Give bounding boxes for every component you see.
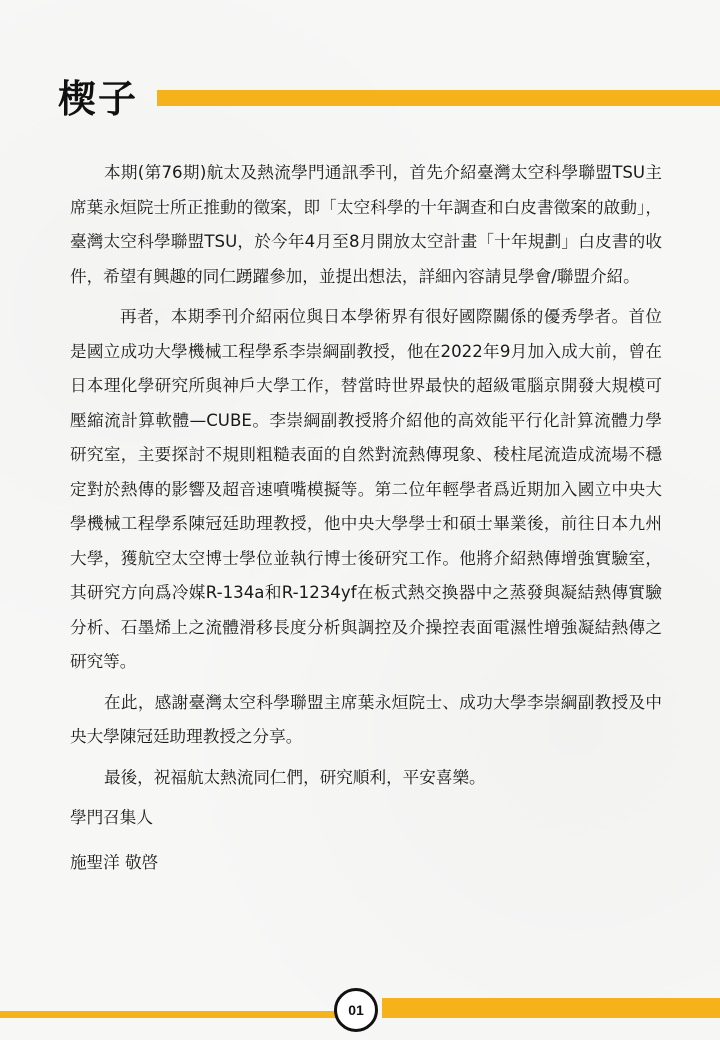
paragraph-thanks: 在此，感謝臺灣太空科學聯盟主席葉永烜院士、成功大學李崇綱副教授及中央大學陳冠廷助理教授之分享。 [70, 692, 662, 746]
paragraph-intro: 本期(第76期)航太及熱流學門通訊季刊，首先介紹臺灣太空科學聯盟TSU主席葉永烜院士所正推動的徵案，即「太空科學的十年調查和白皮書徵案的啟動」，臺灣太空科學聯盟TSU，於今年4月至8月開放太空計畫「十年規劃」白皮書的收件，希望有興趣的同仁踴躍參加，並提出想法，詳細內容請見學會/聯盟介紹。 [70, 163, 662, 286]
page-number: 01 [348, 1002, 364, 1018]
paragraph-scholars: 再者，本期季刊介紹兩位與日本學術界有很好國際關係的優秀學者。首位是國立成功大學機械工程學系李崇綱副教授，他在2022年9月加入成大前，曾在日本理化學研究所與神戶大學工作，替當時世界最快的超級電腦京開發大規模可壓縮流計算軟體—CUBE。李崇綱副教授將介紹他的高效能平行化計算流體力學研究室，主要探討不規則粗糙表面的自然對流熱傳現象、稜柱尾流造成流場不穩定對於熱傳的影響及超音速噴嘴模擬等。第二位年輕學者爲近期加入國立中央大學機械工程學系陳冠廷助理教授，他中央大學學士和碩士畢業後，前往日本九州大學，獲航空太空博士學位並執行博士後研究工作。他將介紹熱傳增強實驗室，其研究方向爲冷媒R-134a和R-1234yf在板式熱交換器中之蒸發與凝結熱傳實驗分析、石墨烯上之流體滑移長度分析與調控及介操控表面電濕性增強凝結熱傳之研究等。 [70, 307, 662, 671]
paragraph-wishes: 最後，祝福航太熱流同仁們，研究順利，平安喜樂。 [104, 767, 486, 787]
footer-accent-line-right [382, 998, 720, 1018]
signature-name: 施聖洋 敬啓 [70, 852, 159, 872]
article-body [70, 156, 662, 890]
signature-role: 學門召集人 [70, 808, 153, 827]
footer-accent-line-left [0, 1011, 340, 1018]
page-number-badge [334, 988, 378, 1032]
page-title: 楔子 [58, 77, 139, 121]
title-accent-bar [157, 90, 720, 106]
